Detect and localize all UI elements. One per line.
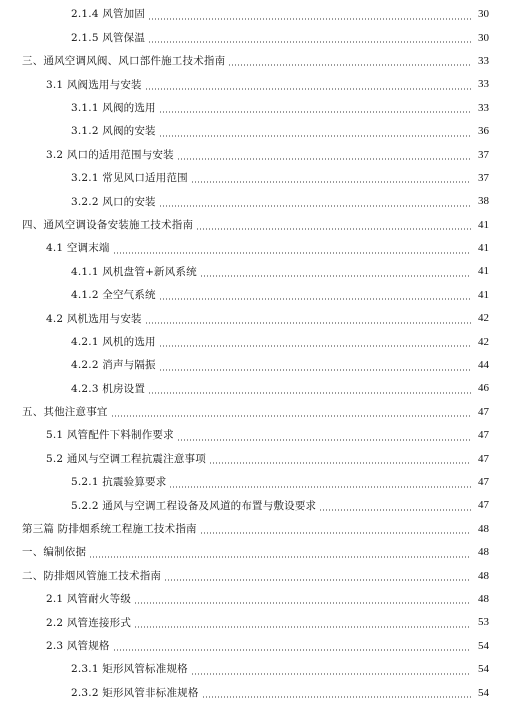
toc-entry-title: 5.2.1 抗震验算要求	[71, 476, 167, 489]
toc-dot-leader	[209, 462, 471, 464]
toc-entry[interactable]	[0, 120, 507, 143]
toc-dot-leader	[159, 369, 471, 371]
toc-dot-leader	[134, 602, 471, 604]
toc-entry-page-number: 30	[478, 8, 489, 21]
toc-entry-title: 4.2.2 消声与隔振	[71, 359, 156, 372]
toc-entry-page-number: 54	[478, 639, 489, 652]
toc-dot-leader	[134, 626, 471, 628]
toc-dot-leader	[200, 275, 471, 277]
toc-entry-title: 4.1.2 全空气系统	[71, 289, 156, 302]
toc-dot-leader	[89, 556, 471, 558]
toc-entry-title: 3.2.1 常见风口适用范围	[71, 172, 188, 185]
toc-entry-title: 三、通风空调风阀、风口部件施工技术指南	[22, 55, 226, 68]
toc-entry[interactable]	[0, 401, 507, 424]
toc-entry-title: 二、防排烟风管施工技术指南	[22, 569, 162, 582]
toc-entry-page-number: 47	[478, 452, 489, 465]
toc-dot-leader	[159, 345, 471, 347]
toc-dot-leader	[159, 111, 471, 113]
toc-dot-leader	[113, 649, 471, 651]
toc-entry[interactable]	[0, 260, 507, 283]
toc-entry[interactable]	[0, 26, 507, 49]
toc-entry[interactable]	[0, 611, 507, 634]
toc-entry-title: 5.2 通风与空调工程抗震注意事项	[46, 452, 206, 465]
toc-entry-title: 3.1.1 风阀的选用	[71, 102, 156, 114]
toc-entry[interactable]	[0, 471, 507, 494]
toc-entry-title: 2.3.1 矩形风管标准规格	[71, 663, 188, 676]
toc-entry[interactable]	[0, 447, 507, 470]
toc-entry-title: 5.1 风管配件下料制作要求	[46, 429, 174, 442]
toc-entry[interactable]	[0, 73, 507, 96]
toc-dot-leader	[200, 532, 471, 534]
toc-dot-leader	[191, 181, 471, 183]
toc-dot-leader	[169, 486, 471, 488]
toc-entry-page-number: 48	[478, 569, 489, 582]
toc-dot-leader	[228, 64, 471, 66]
toc-entry-page-number: 36	[478, 125, 489, 138]
toc-dot-leader	[113, 252, 471, 254]
toc-entry[interactable]	[0, 307, 507, 330]
toc-entry-title: 4.1 空调末端	[46, 242, 110, 255]
toc-dot-leader	[177, 439, 471, 441]
toc-dot-leader	[191, 673, 471, 675]
toc-entry-title: 2.3 风管规格	[46, 639, 110, 652]
toc-entry[interactable]	[0, 377, 507, 400]
table-of-contents	[0, 3, 507, 705]
toc-entry-title: 4.2 风机选用与安装	[46, 312, 142, 325]
toc-entry[interactable]	[0, 424, 507, 447]
toc-entry-page-number: 38	[478, 195, 489, 208]
toc-entry[interactable]	[0, 330, 507, 353]
toc-dot-leader	[148, 392, 471, 394]
toc-entry-page-number: 48	[478, 546, 489, 559]
toc-entry-page-number: 44	[478, 359, 489, 372]
toc-dot-leader	[159, 298, 471, 300]
toc-entry-page-number: 41	[478, 265, 489, 278]
toc-entry-title: 2.2 风管连接形式	[46, 616, 132, 629]
toc-entry[interactable]	[0, 50, 507, 73]
toc-entry-page-number: 33	[478, 78, 489, 91]
toc-entry-page-number: 37	[478, 148, 489, 161]
toc-entry[interactable]	[0, 354, 507, 377]
toc-entry-title: 3.2.2 风口的安装	[71, 195, 156, 208]
toc-entry-title: 4.2.3 机房设置	[71, 382, 146, 395]
toc-entry-title: 3.1 风阀选用与安装	[46, 78, 142, 91]
toc-entry[interactable]	[0, 658, 507, 681]
toc-entry-page-number: 41	[478, 218, 489, 231]
toc-dot-leader	[145, 88, 471, 90]
toc-entry-page-number: 48	[478, 592, 489, 605]
toc-entry-title: 3.2 风口的适用范围与安装	[46, 148, 174, 161]
toc-entry-page-number: 42	[478, 335, 489, 348]
toc-entry[interactable]	[0, 97, 507, 120]
toc-dot-leader	[177, 158, 471, 160]
toc-entry-title: 2.1 风管耐火等级	[46, 593, 132, 606]
toc-dot-leader	[148, 41, 471, 43]
toc-entry-page-number: 30	[478, 31, 489, 44]
toc-dot-leader	[319, 509, 471, 511]
toc-dot-leader	[202, 696, 471, 698]
toc-entry[interactable]	[0, 564, 507, 587]
toc-entry[interactable]	[0, 3, 507, 26]
toc-entry-page-number: 54	[478, 686, 489, 699]
toc-entry[interactable]	[0, 190, 507, 213]
toc-entry[interactable]	[0, 635, 507, 658]
toc-entry-title: 2.1.4 风管加固	[71, 8, 146, 21]
toc-entry[interactable]	[0, 518, 507, 541]
toc-dot-leader	[196, 228, 471, 230]
toc-entry-title: 一、编制依据	[22, 546, 87, 559]
toc-dot-leader	[148, 18, 471, 20]
toc-entry[interactable]	[0, 681, 507, 704]
toc-entry-title: 4.1.1 风机盘管+新风系统	[71, 265, 197, 278]
toc-entry-page-number: 48	[478, 522, 489, 535]
toc-entry-page-number: 47	[478, 476, 489, 488]
toc-dot-leader	[159, 205, 471, 207]
toc-dot-leader	[159, 135, 471, 137]
toc-entry-page-number: 54	[478, 663, 489, 676]
toc-entry-title: 四、通风空调设备安装施工技术指南	[22, 218, 194, 231]
toc-entry-title: 5.2.2 通风与空调工程设备及风道的布置与敷设要求	[71, 499, 317, 512]
toc-entry-page-number: 33	[478, 101, 489, 114]
toc-entry[interactable]	[0, 237, 507, 260]
toc-entry[interactable]	[0, 494, 507, 517]
toc-entry-page-number: 53	[478, 616, 489, 629]
toc-entry-title: 2.3.2 矩形风管非标准规格	[71, 686, 199, 699]
toc-entry-page-number: 37	[478, 171, 489, 184]
toc-entry-page-number: 46	[478, 382, 489, 395]
toc-entry[interactable]	[0, 588, 507, 611]
toc-entry-title: 五、其他注意事宜	[22, 406, 108, 419]
toc-entry-page-number: 41	[478, 288, 489, 301]
toc-entry-page-number: 47	[478, 499, 489, 512]
toc-entry-page-number: 47	[478, 429, 489, 442]
toc-entry-page-number: 41	[478, 242, 489, 255]
toc-entry[interactable]	[0, 214, 507, 237]
toc-entry-title: 3.1.2 风阀的安装	[71, 125, 156, 138]
toc-dot-leader	[111, 415, 471, 417]
toc-dot-leader	[164, 579, 471, 581]
toc-entry-page-number: 33	[478, 54, 489, 67]
toc-entry[interactable]	[0, 284, 507, 307]
toc-entry-title: 2.1.5 风管保温	[71, 31, 146, 44]
toc-entry-page-number: 42	[478, 312, 489, 325]
toc-entry-title: 第三篇 防排烟系统工程施工技术指南	[22, 523, 197, 536]
toc-entry[interactable]	[0, 143, 507, 166]
toc-entry-page-number: 47	[478, 405, 489, 418]
toc-entry[interactable]	[0, 541, 507, 564]
toc-entry-title: 4.2.1 风机的选用	[71, 335, 156, 348]
toc-entry[interactable]	[0, 167, 507, 190]
toc-dot-leader	[145, 322, 471, 324]
